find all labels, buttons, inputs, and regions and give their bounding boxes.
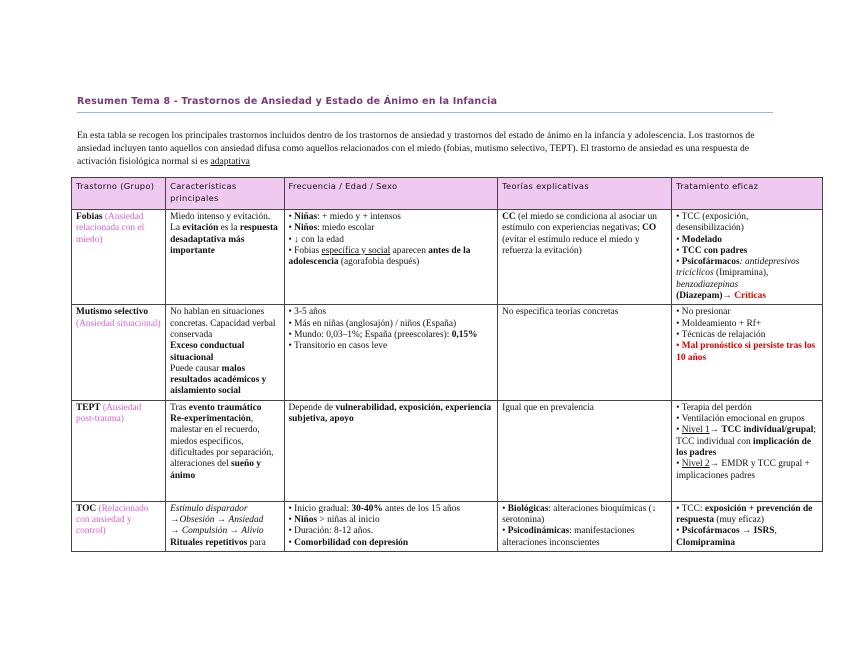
cell-features bbox=[166, 501, 284, 551]
text: CO bbox=[642, 223, 657, 234]
text: Alivio bbox=[241, 526, 264, 537]
text: → EMDR y TCC grupal + implicaciones padres bbox=[676, 459, 810, 481]
disorder-group: (Ansiedad post-trauma) bbox=[76, 402, 142, 425]
text: Tras bbox=[170, 402, 189, 413]
text: : bbox=[699, 503, 705, 514]
cell-features bbox=[166, 210, 284, 305]
cell-frequency bbox=[284, 400, 498, 501]
text: Clomipramina bbox=[676, 537, 736, 548]
text: para bbox=[247, 537, 266, 548]
cell-treatment: • TCC: exposición + prevención de respuesta (muy eficaz) • Psicofármacos → ISRS, Clomipramina bbox=[672, 501, 823, 551]
text: Obsesión bbox=[179, 515, 215, 526]
cell-theories: • Biológicas: alteraciones bioquímicas (↓ serotonina) • Psicodinámicas: manifestaciones alteraciones inconscientes bbox=[498, 501, 672, 551]
text: Compulsión bbox=[181, 526, 228, 537]
text: Nivel 2 bbox=[681, 459, 710, 470]
text: → bbox=[722, 291, 735, 302]
header-trastorno: Trastorno (Grupo) bbox=[72, 178, 166, 210]
cell-treatment: • TCC (exposición, desensibilización) • Modelado • TCC con padres • Psicofármacos: antidepresivos tricíclicos (Imipramina), benzodiazepinas (Diazepam)→ Críticas bbox=[672, 210, 823, 305]
table-row bbox=[72, 400, 823, 501]
cell-disorder bbox=[72, 210, 166, 305]
text: No especifica teorías concretas bbox=[502, 307, 619, 318]
text: implicación de los padres bbox=[676, 436, 812, 458]
text: Exceso conductual situacional bbox=[170, 341, 245, 363]
text: (muy eficaz) bbox=[714, 515, 764, 526]
cell-disorder bbox=[72, 400, 166, 501]
text: CC bbox=[502, 212, 516, 222]
text: evitación bbox=[182, 223, 219, 234]
cell-frequency: • 3-5 años • Más en niñas (anglosajón) / niños (España) • Mundo: 0,03–1%; España (preescolares): 0,15% • Transitorio en casos leve bbox=[284, 305, 498, 400]
disorder-group: (Ansiedad relacionada con el miedo) bbox=[76, 212, 145, 245]
disorder-name: Mutismo selectivo bbox=[76, 307, 149, 318]
text: evento traumático bbox=[188, 402, 262, 413]
text: (el miedo se condiciona al asociar un estímulo con experiencias negativas; bbox=[502, 212, 657, 234]
text: (Imipramina), bbox=[713, 268, 769, 279]
document-title: Resumen Tema 8 - Trastornos de Ansiedad y Estado de Ánimo en la Infancia bbox=[77, 96, 498, 107]
text: No hablan en situaciones concretas. Capacidad verbal conservada bbox=[170, 307, 276, 340]
text: → bbox=[227, 526, 242, 537]
text: Ventilación emocional en grupos bbox=[681, 414, 805, 425]
text: específica y social bbox=[321, 245, 391, 256]
text: ; TCC individual con bbox=[676, 425, 816, 447]
text: Niños bbox=[294, 515, 318, 526]
text: TCC con padres bbox=[681, 245, 748, 256]
cell-theories bbox=[498, 400, 672, 501]
text: sueño y ánimo bbox=[170, 459, 261, 481]
text: Fobias bbox=[294, 245, 322, 256]
text: No presionar bbox=[681, 307, 731, 318]
cell-features bbox=[166, 400, 284, 501]
text: (agorafobia después) bbox=[338, 257, 420, 268]
text: ISRS bbox=[753, 526, 775, 537]
text: Más en niñas (anglosajón) / niños (España) bbox=[294, 318, 457, 329]
text: : miedo escolar bbox=[317, 223, 375, 234]
text: Psicofármacos bbox=[681, 257, 740, 268]
text: Puede causar bbox=[170, 363, 222, 374]
text: Re-experimentación bbox=[170, 414, 251, 425]
text: Nivel 1 bbox=[681, 425, 710, 436]
disorder-group: (Relacionado con ansiedad y control) bbox=[76, 503, 149, 537]
text: , malestar en el recuerdo, miedos específicos, dificultades por separación, alteraciones del bbox=[170, 414, 274, 470]
text: Terapia del perdón bbox=[681, 402, 752, 413]
text: Rituales repetitivos bbox=[170, 537, 248, 548]
intro-text: En esta tabla se recogen los principales trastornos incluidos dentro de los trastornos de ansiedad y trastornos del estado de ánimo en la infancia y adolescencia. Los trastornos de ansiedad incluyen tanto aquellos con ansiedad difusa como aquellos relacionados con el miedo (fobias, mutismo selectivo, TEPT). El trastorno de ansiedad es una respuesta de activación fisiológica normal si es bbox=[77, 130, 755, 168]
text: exposición + prevención de respuesta bbox=[676, 503, 813, 526]
text: vulnerabilidad, exposición, experiencia subjetiva, apoyo bbox=[288, 402, 492, 425]
text: Psicofármacos bbox=[681, 526, 740, 537]
disorder-name: TOC bbox=[76, 503, 97, 514]
text: 3-5 años bbox=[294, 307, 327, 318]
text: → bbox=[170, 515, 180, 526]
header-tratamiento: Tratamiento eficaz bbox=[672, 178, 823, 210]
text: : antidepresivos tricíclicos bbox=[676, 257, 800, 279]
text: 30-40% bbox=[351, 503, 383, 514]
text: Estímulo disparador bbox=[170, 503, 248, 514]
text: → bbox=[739, 526, 754, 537]
text: TCC (exposición, desensibilización) bbox=[676, 212, 749, 234]
text: Modelado bbox=[681, 234, 722, 245]
text: : alteraciones bioquímicas (↓ serotonina) bbox=[502, 503, 657, 526]
text: Igual que en prevalencia bbox=[502, 402, 594, 413]
text: Mundo: 0,03–1%; España (preescolares): bbox=[294, 329, 452, 340]
text: → bbox=[709, 425, 722, 436]
text: TCC bbox=[681, 503, 700, 514]
header-caracteristicas: Características principales bbox=[166, 178, 284, 210]
disorder-name: TEPT bbox=[76, 402, 101, 413]
text: Moldeamiento + Rf+ bbox=[681, 318, 762, 329]
cell-frequency: • Inicio gradual: 30-40% antes de los 15 años • Niños > niñas al inicio • Duración: 8-12 años. • Comorbilidad con depresión bbox=[284, 501, 498, 551]
text: antes de la adolescencia bbox=[288, 245, 471, 268]
text: Ansiedad bbox=[228, 515, 264, 526]
text: , bbox=[774, 526, 777, 537]
cell-theories bbox=[498, 210, 672, 305]
disorder-name: Fobias bbox=[76, 212, 103, 222]
text: (Diazepam) bbox=[676, 291, 723, 302]
text: respuesta desadaptativa más importante bbox=[170, 223, 278, 256]
text: Inicio gradual: bbox=[294, 503, 352, 514]
cell-features bbox=[166, 305, 284, 400]
text: 0,15% bbox=[451, 329, 478, 340]
text: Miedo intenso y evitación. La bbox=[170, 212, 271, 234]
cell-treatment: • No presionar • Moldeamiento + Rf+ • Técnicas de relajación • Mal pronóstico si persiste tras los 10 años bbox=[672, 305, 823, 400]
text: TCC individual/grupal bbox=[721, 425, 814, 436]
text: Biológicas bbox=[507, 503, 549, 514]
text: → bbox=[170, 526, 182, 537]
table-header-row bbox=[72, 178, 823, 210]
table-row bbox=[72, 501, 823, 551]
text: Niños bbox=[294, 223, 318, 234]
cell-theories bbox=[498, 305, 672, 400]
text: Duración: 8-12 años. bbox=[294, 526, 374, 537]
intro-underlined-word: adaptativa bbox=[210, 156, 250, 168]
text: benzodiazepinas bbox=[676, 279, 739, 290]
text: : manifestaciones alteraciones inconscientes bbox=[502, 526, 635, 548]
text: malos resultados académicos y aislamiento social bbox=[170, 363, 267, 397]
cell-disorder bbox=[72, 501, 166, 551]
text: Críticas bbox=[734, 291, 766, 302]
text: Mal pronóstico si persiste tras los 10 años bbox=[676, 341, 816, 363]
cell-disorder bbox=[72, 305, 166, 400]
text: : + miedo y + intensos bbox=[317, 212, 401, 222]
text: aparecen bbox=[390, 245, 429, 256]
text: Psicodinámicas bbox=[507, 526, 570, 537]
header-frecuencia: Frecuencia / Edad / Sexo bbox=[284, 178, 498, 210]
cell-frequency: • Niñas: + miedo y + intensos • Niños: miedo escolar • ↓ con la edad • Fobias específica y social aparecen antes de la adolescencia (agorafobia después) bbox=[284, 210, 498, 305]
text: → bbox=[214, 515, 229, 526]
text: > niñas al inicio bbox=[317, 515, 380, 526]
title-divider bbox=[77, 112, 773, 113]
text: Niñas bbox=[294, 212, 318, 222]
disorder-group: (Ansiedad situacional) bbox=[76, 318, 161, 329]
text: es la bbox=[218, 223, 240, 234]
table-row bbox=[72, 305, 823, 400]
table-row bbox=[72, 210, 823, 305]
cell-treatment: • Terapia del perdón • Ventilación emocional en grupos • Nivel 1→ TCC individual/grupal; TCC individual con implicación de los padres • Nivel 2→ EMDR y TCC grupal + implicaciones padres bbox=[672, 400, 823, 501]
text: antes de los 15 años bbox=[382, 503, 461, 514]
text: Transitorio en casos leve bbox=[294, 341, 388, 352]
intro-paragraph bbox=[77, 129, 777, 169]
disorders-table bbox=[71, 177, 823, 552]
text: ↓ con la edad bbox=[294, 234, 344, 245]
text: Técnicas de relajación bbox=[681, 329, 766, 340]
text: Depende de bbox=[288, 402, 336, 413]
text: (evitar el estímulo reduce el miedo y refuerza la evitación) bbox=[502, 234, 640, 256]
text: Comorbilidad con depresión bbox=[294, 537, 409, 548]
header-teorias: Teorías explicativas bbox=[498, 178, 672, 210]
